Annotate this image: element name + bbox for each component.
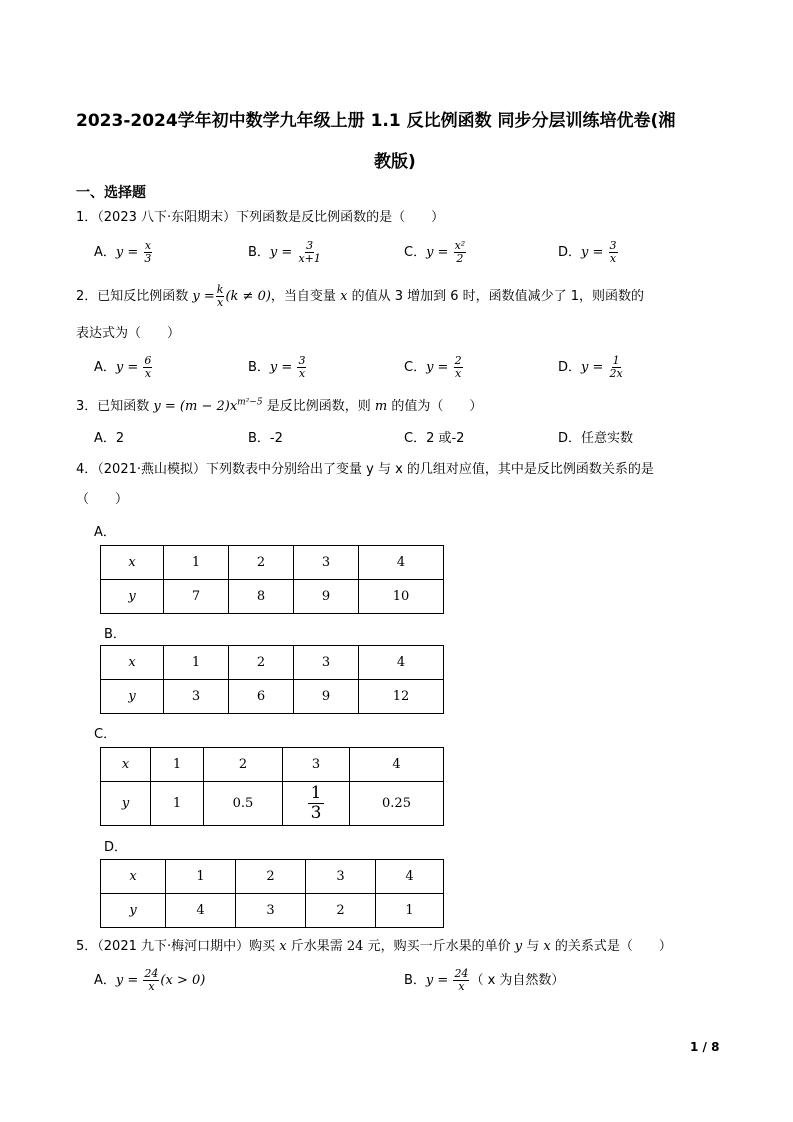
table-cell: y (101, 894, 166, 928)
table-cell: 0.5 (204, 782, 283, 826)
q1-option-b: B．y = $\frac{3}{x+1}$ (248, 239, 321, 265)
page-title-line1: 2023-2024学年初中数学九年级上册 1.1 反比例函数 同步分层训练培优卷(湘 (76, 111, 676, 131)
q1-option-d: D．y = $\frac{3}{x}$ (558, 239, 617, 265)
q1-option-a: A．y = $\frac{x}{3}$ (94, 239, 152, 265)
table-cell: 1 (151, 782, 204, 826)
table-cell: 2 (204, 748, 283, 782)
table-cell: 3 (306, 860, 376, 894)
table-cell: y (101, 782, 151, 826)
table-cell: 12 (359, 680, 444, 714)
q3-option-d: D．任意实数 (558, 431, 634, 446)
table-cell: y (101, 680, 164, 714)
table-cell: 1 (376, 894, 444, 928)
page-title-line2: 教版) (374, 152, 416, 172)
table-cell: 3 (236, 894, 306, 928)
table-cell: 4 (350, 748, 444, 782)
page-number: 1 / 8 (690, 1040, 720, 1054)
table-cell: 2 (236, 860, 306, 894)
table-cell: 2 (229, 546, 294, 580)
question-5-stem: 5．（2021 九下·梅河口期中）购买 x 斤水果需 24 元，购买一斤水果的单价 y 与 x 的关系式是（ ） (76, 939, 672, 954)
q4-table-c-label: C． (94, 727, 117, 742)
table-cell: 3 (294, 646, 359, 680)
q4-table-a-label: A． (94, 525, 116, 540)
section-heading: 一、选择题 (76, 185, 146, 201)
question-2-stem: 2．已知反比例函数 y = $\frac{k}{x}$ (k ≠ 0)，当自变量 x 的值从 3 增加到 6 时，函数值减少了 1，则函数的 (76, 283, 645, 309)
q4-table-c (100, 747, 444, 826)
table-cell: 2 (229, 646, 294, 680)
q5-option-b: B．y = $\frac{24}{x}$ （ x 为自然数） (404, 967, 565, 993)
question-4-line2: （ ） (76, 492, 129, 507)
q2-option-b: B．y = $\frac{3}{x}$ (248, 354, 306, 380)
table-cell: 9 (294, 680, 359, 714)
q3-option-a: A．2 (94, 431, 125, 446)
table-cell: 3 (164, 680, 229, 714)
table-cell: 7 (164, 580, 229, 614)
table-cell: 1 (166, 860, 236, 894)
q2-option-c: C．y = $\frac{2}{x}$ (404, 354, 462, 380)
table-cell: 4 (376, 860, 444, 894)
table-cell: 8 (229, 580, 294, 614)
q1-option-c: C．y = $\frac{\text{x²}}{2}$ (404, 239, 466, 265)
table-cell: 4 (359, 546, 444, 580)
q3-option-c: C．2 或-2 (404, 431, 465, 446)
q4-table-b (100, 645, 444, 714)
question-2-line2: 表达式为（ ） (76, 326, 181, 341)
question-3-stem: 3．已知函数 $y = (m - 2)x^{m^2-5}$ 是反比例函数，则 m 的值为（ ） (76, 397, 483, 414)
table-cell: 1 (151, 748, 204, 782)
table-cell: 3 (294, 546, 359, 580)
table-cell: x (101, 748, 151, 782)
question-4-stem: 4．（2021·燕山模拟）下列数表中分别给出了变量 y 与 x 的几组对应值，其中是反比例函数关系的是 (76, 462, 654, 477)
table-cell: y (101, 580, 164, 614)
table-cell: x (101, 646, 164, 680)
q2-option-a: A．y = $\frac{6}{x}$ (94, 354, 152, 380)
table-cell: 3 (283, 748, 350, 782)
q4-table-a (100, 545, 444, 614)
table-cell-fraction: $\frac{1}{3}$ (283, 782, 350, 826)
question-1-stem: 1．（2023 八下·东阳期末）下列函数是反比例函数的是（ ） (76, 210, 445, 225)
table-cell: x (101, 546, 164, 580)
table-cell: 0.25 (350, 782, 444, 826)
table-cell: 1 (164, 546, 229, 580)
table-cell: 1 (164, 646, 229, 680)
table-cell: 2 (306, 894, 376, 928)
table-cell: 9 (294, 580, 359, 614)
q4-table-d-label: D． (104, 840, 128, 855)
table-cell: 4 (166, 894, 236, 928)
table-cell: 6 (229, 680, 294, 714)
q3-option-b: B．-2 (248, 431, 283, 446)
q4-table-d (100, 859, 444, 928)
table-cell: x (101, 860, 166, 894)
q4-table-b-label: B． (104, 627, 126, 642)
table-cell: 10 (359, 580, 444, 614)
q5-option-a: A．y = $\frac{24}{x}$ (x > 0) (94, 967, 206, 993)
table-cell: 4 (359, 646, 444, 680)
q2-option-d: D．y = $\frac{1}{2x}$ (558, 354, 623, 380)
